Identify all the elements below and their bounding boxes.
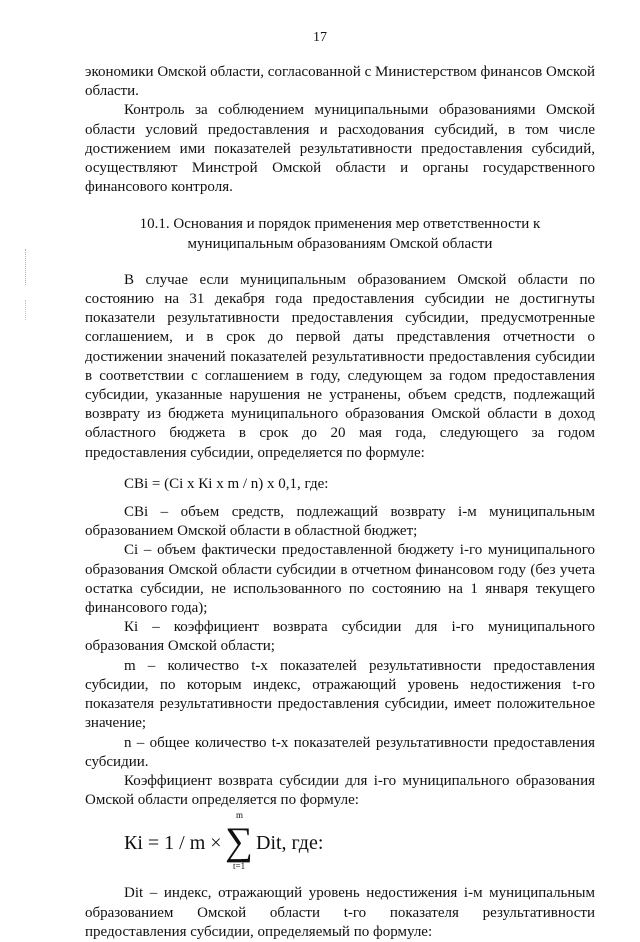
definition-n: n – общее количество t-х показателей результативности предоставления субсидии.	[85, 734, 595, 770]
definition-m: m – количество t-х показателей результативности предоставления субсидии, по которым индекс, отражающий уровень недостижения t-го показателя результативности предоставления субсидии, имеет положительное значение;	[85, 657, 595, 732]
definition-cvi: СВi – объем средств, подлежащий возврату i-м муниципальным образованием Омской области в областной бюджет;	[85, 504, 595, 540]
formula-right-side: Dit, где:	[256, 832, 324, 855]
paragraph-continuation: экономики Омской области, согласованной с Министерством финансов Омской области.	[85, 64, 595, 100]
summation-sign: ∑	[225, 820, 253, 864]
page-number: 17	[313, 30, 327, 45]
section-heading: 10.1. Основания и порядок применения мер ответственности к муниципальным образованиям Омской области	[139, 216, 541, 252]
document-body	[85, 63, 595, 942]
coefficient-formula	[124, 810, 595, 878]
definition-ci: Сi – объем фактически предоставленной бюджету i-го муниципального образования Омской области субсидии в отчетном финансовом году (без учета остатка субсидии, не использованного по состоянию на 1 января текущего финансового года);	[85, 542, 595, 617]
paragraph-return-conditions: В случае если муниципальным образованием Омской области по состоянию на 31 декабря года предоставления субсидии не достигнуты показатели результативности предоставления субсидии, предусмотренные соглашением, и в срок до первой даты представления отчетности о достижении значений показателей результативности предоставления субсидии в соответствии с соглашением в году, следующем за годом предоставления субсидии, указанные нарушения не устранены, объем средств, подлежащий возврату из бюджета муниципального образования Омской области в доход областного бюджета в срок до 20 мая года, следующего за годом предоставления субсидии, определяется по формуле:	[85, 271, 595, 461]
definition-dit: Dit – индекс, отражающий уровень недостижения i-м муниципальным образованием Омской области t-го показателя результативности предоставления субсидии, определяемый по формуле:	[85, 885, 595, 940]
paragraph-control: Контроль за соблюдением муниципальными образованиями Омской области условий предоставления и расходования субсидий, в том числе достижением ими показателей результативности предоставления субсидий, осуществляют Минстрой Омской области и органы государственного финансового контроля.	[85, 102, 595, 196]
summation-lower-limit: t=1	[233, 861, 246, 872]
scan-margin-mark-secondary	[25, 300, 27, 320]
formula-left-side: Кi = 1 / m ×	[124, 832, 222, 855]
paragraph-coefficient: Коэффициент возврата субсидии для i-го муниципального образования Омской области определяется по формуле:	[85, 772, 595, 809]
return-volume-formula: СВi = (Сi x Кi x m / n) x 0,1, где:	[124, 475, 329, 492]
summation-upper-limit: m	[236, 810, 244, 821]
definition-ki: Кi – коэффициент возврата субсидии для i-го муниципального образования Омской области;	[85, 619, 595, 655]
scan-margin-mark	[25, 249, 27, 285]
